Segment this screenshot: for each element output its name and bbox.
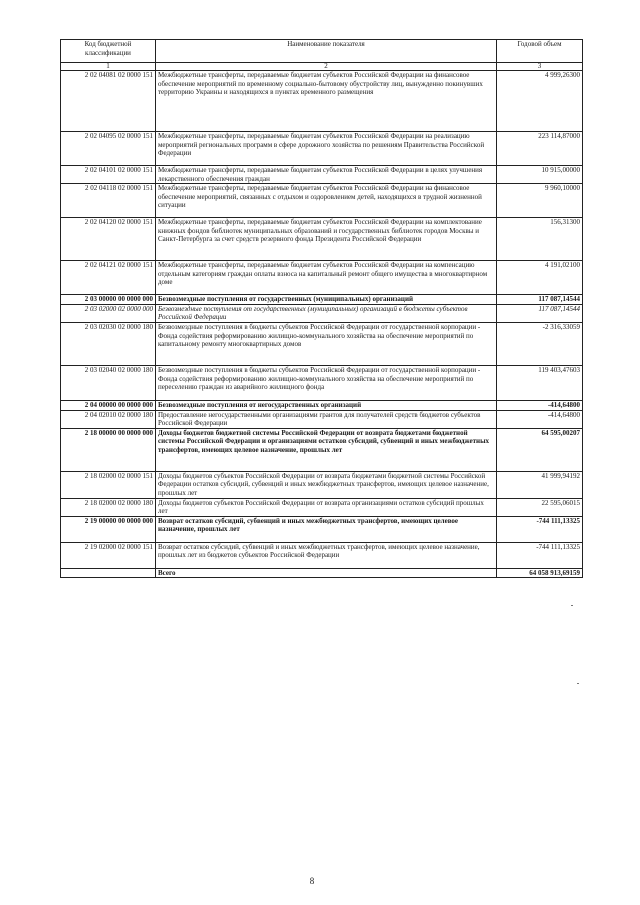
scan-speck [571, 605, 573, 606]
row-value-cell: -414,64800 [497, 410, 583, 428]
row-value-cell: -414,64800 [497, 400, 583, 410]
table-row [61, 498, 583, 516]
table-body [61, 71, 583, 578]
table-row [61, 132, 583, 166]
table-row [61, 295, 583, 305]
row-code-cell: 2 02 04118 02 0000 151 [61, 184, 156, 218]
row-value-cell: 41 999,94192 [497, 471, 583, 498]
header-code: Код бюджетной классификации [61, 40, 156, 63]
row-value-cell: 9 960,10000 [497, 184, 583, 218]
row-code-cell: 2 03 00000 00 0000 000 [61, 295, 156, 305]
row-code-cell: 2 02 04121 02 0000 151 [61, 261, 156, 295]
row-name-cell: Безвозмездные поступления в бюджеты субъектов Российской Федерации от государственной корпорации - Фонда содействия реформированию жилищно-коммунального хозяйства на обеспечение мероприятий по переселению граждан из аварийного жилищного фонда [156, 365, 497, 400]
row-value-cell: 4 999,26300 [497, 71, 583, 132]
table-row [61, 568, 583, 578]
row-name-cell: Возврат остатков субсидий, субвенций и иных межбюджетных трансфертов, имеющих целевое назначение, прошлых лет из бюджетов субъектов Российской Федерации [156, 542, 497, 568]
column-number: 1 [61, 63, 156, 71]
row-value-cell: 117 087,14544 [497, 304, 583, 322]
row-value-cell: 22 595,06015 [497, 498, 583, 516]
table-row [61, 365, 583, 400]
row-name-cell: Всего [156, 568, 497, 578]
row-value-cell: 156,31300 [497, 218, 583, 261]
row-code-cell: 2 18 02000 02 0000 180 [61, 498, 156, 516]
row-name-cell: Безвозмездные поступления от государственных (муниципальных) организаций [156, 295, 497, 305]
row-value-cell: 223 114,87000 [497, 132, 583, 166]
row-value-cell: 64 595,00207 [497, 428, 583, 471]
row-code-cell: 2 02 04095 02 0000 151 [61, 132, 156, 166]
row-code-cell: 2 02 04081 02 0000 151 [61, 71, 156, 132]
row-code-cell: 2 18 02000 02 0000 151 [61, 471, 156, 498]
row-value-cell: 10 915,00000 [497, 166, 583, 184]
scan-speck [577, 683, 579, 684]
table-row [61, 428, 583, 471]
row-value-cell: 64 058 913,69159 [497, 568, 583, 578]
row-name-cell: Межбюджетные трансферты, передаваемые бюджетам субъектов Российской Федерации на реализацию мероприятий региональных программ в сфере дорожного хозяйства по решениям Правительства Российской Федерации [156, 132, 497, 166]
row-code-cell: 2 02 04120 02 0000 151 [61, 218, 156, 261]
row-value-cell: 119 403,47603 [497, 365, 583, 400]
table-row [61, 516, 583, 542]
table-row [61, 184, 583, 218]
table-row [61, 71, 583, 132]
row-code-cell: 2 19 00000 00 0000 000 [61, 516, 156, 542]
column-number-row [61, 63, 583, 71]
row-name-cell: Доходы бюджетов субъектов Российской Федерации от возврата бюджетами бюджетной системы Российской Федерации остатков субсидий, субвенций и иных межбюджетных трансфертов, имеющих целевое назначение, прошлых лет [156, 471, 497, 498]
header-volume: Годовой объем [497, 40, 583, 63]
row-name-cell: Безвозмездные поступления от негосударственных организаций [156, 400, 497, 410]
table-row [61, 400, 583, 410]
table-row [61, 322, 583, 365]
row-value-cell: 117 087,14544 [497, 295, 583, 305]
table-row [61, 166, 583, 184]
row-code-cell: 2 04 02010 02 0000 180 [61, 410, 156, 428]
row-value-cell: 4 191,02100 [497, 261, 583, 295]
row-name-cell: Безвозмездные поступления от государственных (муниципальных) организаций в бюджеты субъектов Российской Федерации [156, 304, 497, 322]
row-name-cell: Межбюджетные трансферты, передаваемые бюджетам субъектов Российской Федерации в целях улучшения лекарственного обеспечения граждан [156, 166, 497, 184]
row-code-cell: 2 04 00000 00 0000 000 [61, 400, 156, 410]
table-row [61, 471, 583, 498]
row-name-cell: Возврат остатков субсидий, субвенций и иных межбюджетных трансфертов, имеющих целевое назначение, прошлых лет [156, 516, 497, 542]
row-code-cell: 2 18 00000 00 0000 000 [61, 428, 156, 471]
row-code-cell: 2 03 02030 02 0000 180 [61, 322, 156, 365]
budget-revenue-table [60, 39, 583, 578]
table-row [61, 261, 583, 295]
table-row [61, 218, 583, 261]
row-name-cell: Межбюджетные трансферты, передаваемые бюджетам субъектов Российской Федерации на комплектование книжных фондов библиотек муниципальных образований и государственных библиотек городов Москвы и Санкт-Петербурга за счет средств резервного фонда Президента Российской Федерации [156, 218, 497, 261]
row-name-cell: Межбюджетные трансферты, передаваемые бюджетам субъектов Российской Федерации на финансовое обеспечение мероприятий по временному социально-бытовому обустройству лиц, вынужденно покинувших территорию Украины и находящихся в пунктах временного размещения [156, 71, 497, 132]
row-name-cell: Доходы бюджетов бюджетной системы Российской Федерации от возврата бюджетами бюджетной системы Российской Федерации и организациями остатков субсидий, субвенций и иных межбюджетных трансфертов, имеющих целевое назначение, прошлых лет [156, 428, 497, 471]
row-name-cell: Межбюджетные трансферты, передаваемые бюджетам субъектов Российской Федерации на финансовое обеспечение мероприятий, связанных с отдыхом и оздоровлением детей, находящихся в трудной жизненной ситуации [156, 184, 497, 218]
row-value-cell: -2 316,33059 [497, 322, 583, 365]
row-code-cell: 2 03 02000 02 0000 000 [61, 304, 156, 322]
row-name-cell: Доходы бюджетов субъектов Российской Федерации от возврата организациями остатков субсидий прошлых лет [156, 498, 497, 516]
row-value-cell: -744 111,13325 [497, 516, 583, 542]
table-row [61, 304, 583, 322]
header-name: Наименование показателя [156, 40, 497, 63]
row-code-cell: 2 19 02000 02 0000 151 [61, 542, 156, 568]
row-name-cell: Межбюджетные трансферты, передаваемые бюджетам субъектов Российской Федерации на компенсацию отдельным категориям граждан оплаты взноса на капитальный ремонт общего имущества в многоквартирном доме [156, 261, 497, 295]
row-code-cell: 2 03 02040 02 0000 180 [61, 365, 156, 400]
page-number: 8 [309, 876, 315, 886]
row-name-cell: Предоставление негосударственными организациями грантов для получателей средств бюджетов субъектов Российской Федерации [156, 410, 497, 428]
table-header-row [61, 40, 583, 63]
column-number: 2 [156, 63, 497, 71]
column-number: 3 [497, 63, 583, 71]
row-name-cell: Безвозмездные поступления в бюджеты субъектов Российской Федерации от государственной корпорации - Фонда содействия реформированию жилищно-коммунального хозяйства на обеспечение мероприятий по капитальному ремонту многоквартирных домов [156, 322, 497, 365]
table-row [61, 542, 583, 568]
row-value-cell: -744 111,13325 [497, 542, 583, 568]
row-code-cell: 2 02 04101 02 0000 151 [61, 166, 156, 184]
row-code-cell [61, 568, 156, 578]
table-row [61, 410, 583, 428]
